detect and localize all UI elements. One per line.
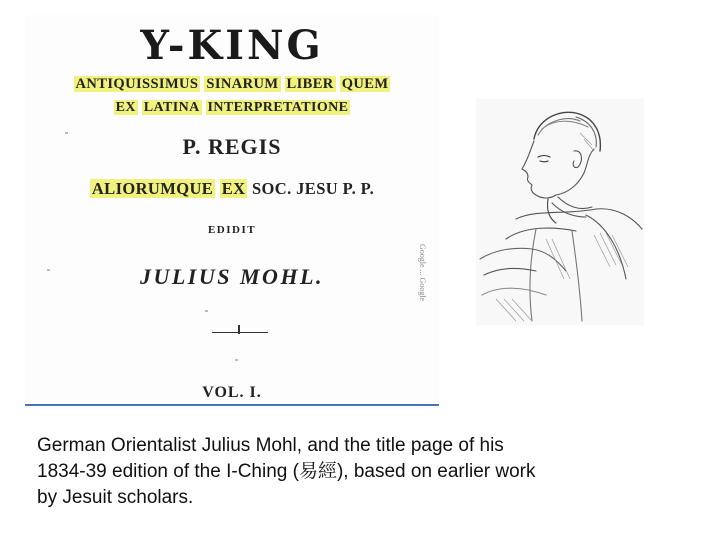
title-line-1: [25, 76, 439, 93]
title-word: EX: [221, 179, 246, 198]
margin-watermark: [413, 244, 433, 374]
title-word: ALIORUMQUE: [91, 179, 214, 198]
margin-watermark-text: Google ... Google: [418, 244, 427, 302]
book-title: Y-KING: [140, 22, 324, 69]
title-word: ANTIQUISSIMUS: [75, 76, 199, 92]
scan-speck: [235, 359, 238, 361]
title-word: SINARUM: [206, 76, 279, 92]
title-word: SOC. JESU P. P.: [251, 179, 375, 198]
title-word: LATINA: [143, 100, 200, 115]
scan-speck: [65, 132, 68, 134]
title-line-2: [25, 100, 439, 116]
caption-line: by Jesuit scholars.: [37, 487, 194, 508]
volume-label: VOL. I.: [202, 384, 262, 401]
title-word: EX: [115, 100, 136, 115]
edidit-label: EDIDIT: [207, 224, 257, 236]
caption-line: German Orientalist Julius Mohl, and the title page of his: [37, 435, 504, 456]
scan-speck: [47, 269, 50, 271]
scan-speck: [205, 310, 208, 312]
title-word: LIBER: [286, 76, 334, 92]
title-line-3: P. REGIS: [182, 134, 282, 159]
caption-line: 1834-39 edition of the I-Ching (易經), based on earlier work: [37, 461, 536, 482]
portrait-sketch: [476, 99, 644, 325]
ornament-rule: [212, 332, 268, 333]
title-page-image: [25, 14, 439, 406]
author-name: JULIUS MOHL.: [139, 264, 324, 289]
title-line-4: [25, 179, 439, 199]
caption: [37, 433, 697, 511]
title-word: QUEM: [341, 76, 389, 92]
portrait-drawing: [476, 99, 644, 325]
title-word: INTERPRETATIONE: [207, 100, 349, 115]
